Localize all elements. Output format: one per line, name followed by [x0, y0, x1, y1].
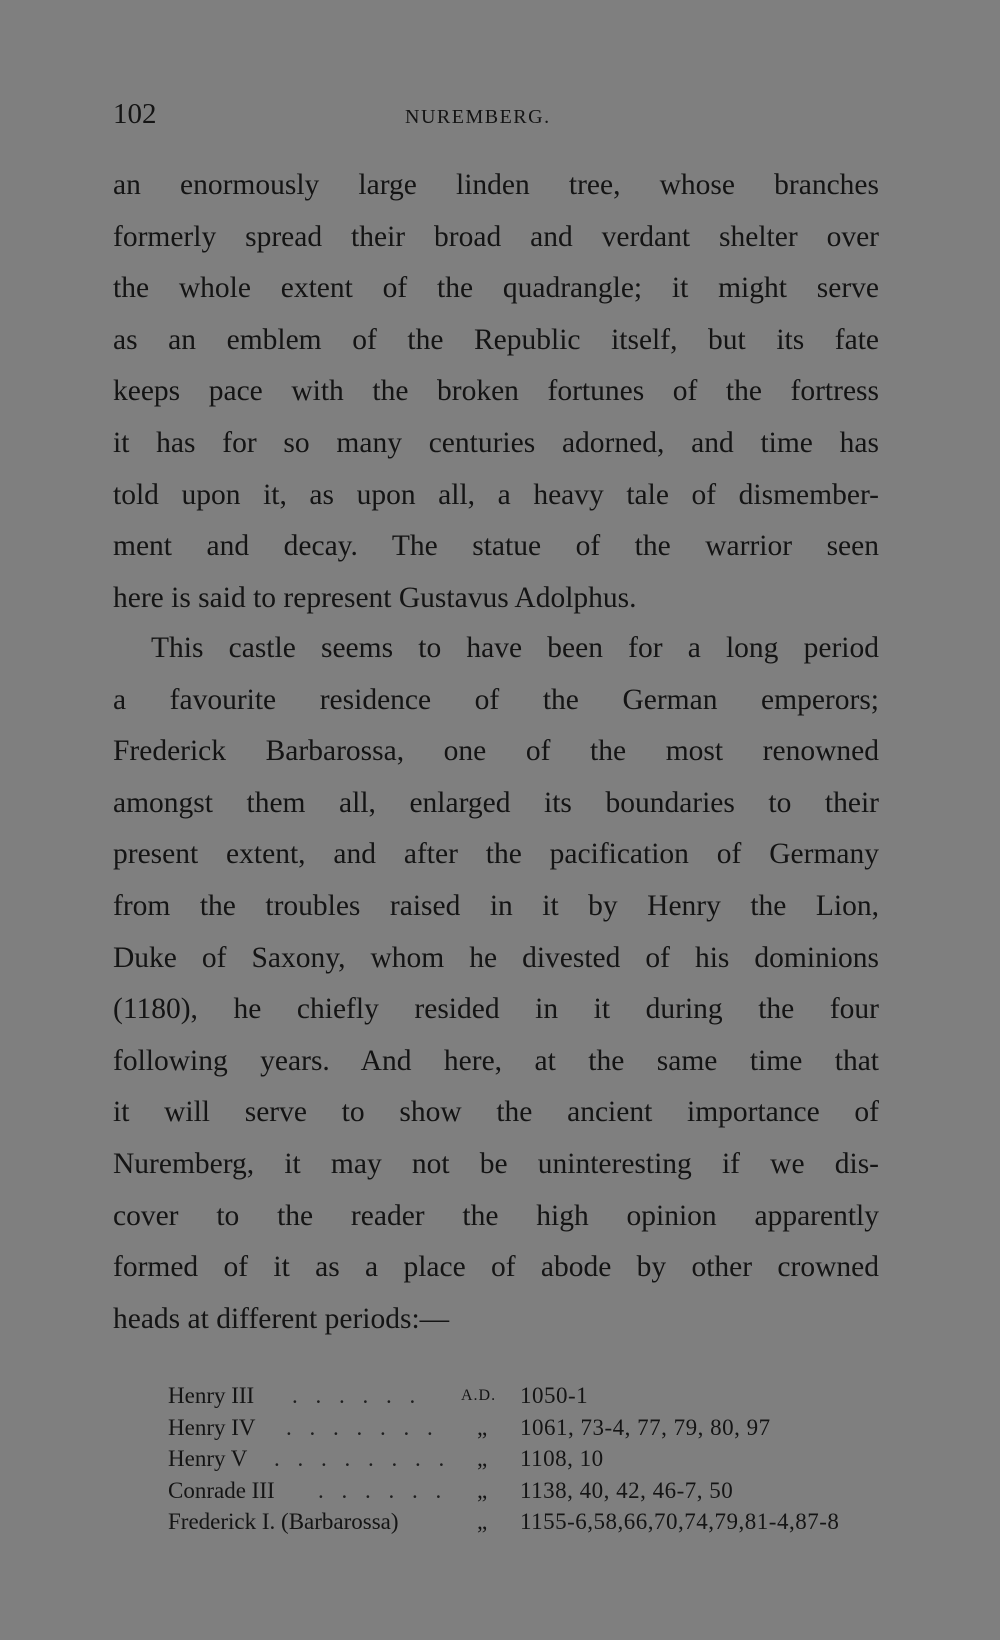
ruler-name: Henry III	[168, 1383, 255, 1408]
visit-years: 1138, 40, 42, 46-7, 50	[520, 1477, 734, 1503]
text-line: here is said to represent Gustavus Adolphus.	[113, 581, 637, 614]
running-title: NUREMBERG.	[405, 106, 551, 128]
text-line: keeps pace with the broken fortunes of the fortress	[113, 375, 879, 408]
text-line: Frederick Barbarossa, one of the most renowned	[113, 735, 879, 768]
text-line: heads at different periods:—	[113, 1302, 450, 1335]
text-line: the whole extent of the quadrangle; it might serve	[113, 272, 879, 305]
dot-leader: . . . . . . . .	[274, 1446, 451, 1471]
text-line: ment and decay. The statue of the warrior seen	[113, 530, 879, 563]
paragraph-2	[113, 623, 879, 1345]
text-line: Nuremberg, it may not be uninteresting if we dis-	[113, 1147, 879, 1180]
text-line: told upon it, as upon all, a heavy tale of dismember-	[113, 478, 879, 511]
ruler-name: Conrade III	[168, 1477, 275, 1503]
text-line: following years. And here, at the same time that	[113, 1044, 879, 1077]
paragraph-1	[113, 160, 879, 624]
text-line: a favourite residence of the German emperors;	[113, 683, 879, 716]
era-mark: A.D.	[461, 1387, 497, 1404]
page-number: 102	[113, 98, 157, 130]
visit-years: 1155-6,58,66,70,74,79,81-4,87-8	[520, 1509, 840, 1534]
ditto-mark: „	[477, 1446, 489, 1471]
text-line: (1180), he chiefly resided in it during the four	[113, 993, 879, 1026]
text-line: formerly spread their broad and verdant shelter over	[113, 220, 879, 253]
text-line: an enormously large linden tree, whose branches	[113, 169, 879, 201]
text-line: formed of it as a place of abode by other crowned	[113, 1251, 879, 1284]
text-line: amongst them all, enlarged its boundaries to their	[113, 786, 879, 819]
ruler-name: Henry V	[168, 1446, 248, 1471]
ditto-mark: „	[477, 1477, 489, 1503]
text-line: Duke of Saxony, whom he divested of his dominions	[113, 941, 879, 974]
text-line: it has for so many centuries adorned, and time has	[113, 426, 879, 459]
visit-years: 1050-1	[520, 1383, 589, 1408]
dot-leader: . . . . . .	[318, 1477, 448, 1503]
dot-leader: . . . . . . .	[286, 1414, 439, 1440]
text-line: as an emblem of the Republic itself, but its fate	[113, 323, 879, 356]
text-line: it will serve to show the ancient importance of	[113, 1096, 879, 1129]
text-line: This castle seems to have been for a long period	[151, 632, 879, 664]
ditto-mark: „	[477, 1414, 489, 1440]
text-line: present extent, and after the pacification of Germany	[113, 838, 879, 871]
visit-years: 1108, 10	[520, 1446, 604, 1471]
text-line: from the troubles raised in it by Henry the Lion,	[113, 889, 879, 922]
dot-leader: . . . . . .	[292, 1383, 422, 1408]
ruler-name: Frederick I. (Barbarossa)	[168, 1509, 399, 1534]
visit-years: 1061, 73-4, 77, 79, 80, 97	[520, 1414, 771, 1440]
ruler-name: Henry IV	[168, 1414, 256, 1440]
text-line: cover to the reader the high opinion apparently	[113, 1199, 879, 1232]
ditto-mark: „	[477, 1509, 489, 1534]
